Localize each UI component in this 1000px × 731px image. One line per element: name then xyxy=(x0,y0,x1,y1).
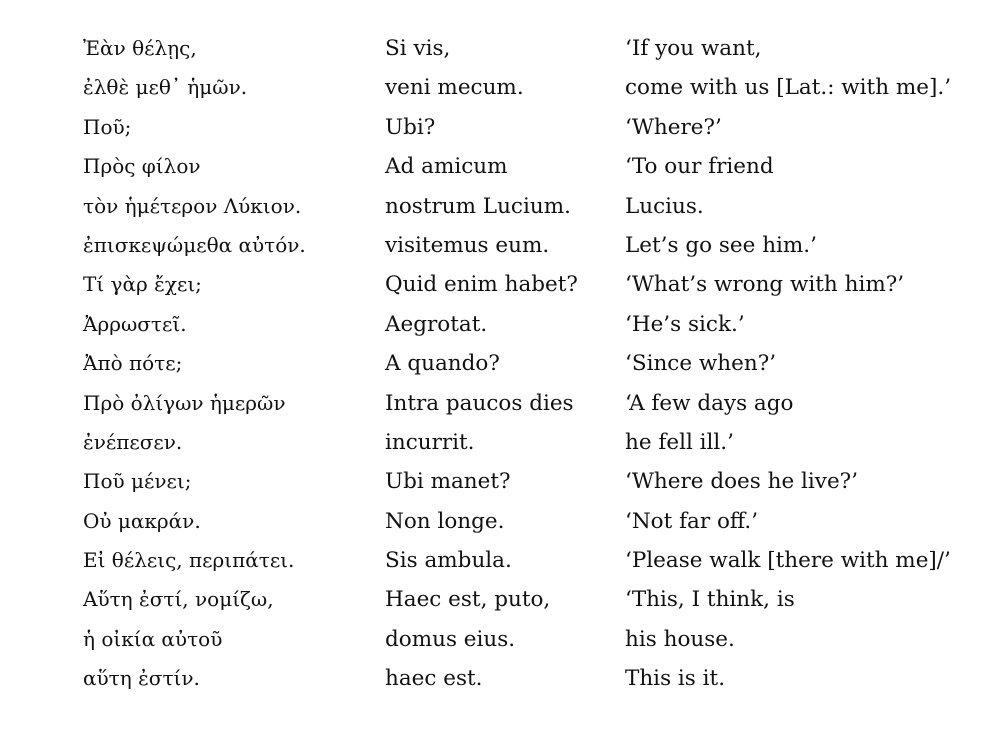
greek-line: Αὕτη ἐστί, νομίζω, xyxy=(83,587,274,612)
greek-line: αὕτη ἐστίν. xyxy=(83,666,200,691)
english-line: Let’s go see him.’ xyxy=(625,232,817,258)
latin-line: Aegrotat. xyxy=(385,311,488,337)
greek-line: Πρὸς φίλον xyxy=(83,154,201,179)
latin-line: incurrit. xyxy=(385,429,475,455)
greek-line: Ἐὰν θέλῃς, xyxy=(83,36,197,60)
greek-line: Ποῦ μένει; xyxy=(83,469,192,494)
english-line: ‘What’s wrong with him?’ xyxy=(625,272,905,298)
english-line: ‘Where?’ xyxy=(625,114,722,140)
english-line: ‘Please walk [there with me]/’ xyxy=(625,548,951,574)
greek-line: Τί γὰρ ἔχει; xyxy=(83,272,202,297)
english-line: ‘A few days ago xyxy=(625,390,794,416)
english-line: ‘If you want, xyxy=(625,36,762,61)
english-line: come with us [Lat.: with me].’ xyxy=(625,75,952,101)
greek-line: Εἰ θέλεις, περιπάτει. xyxy=(83,548,295,573)
english-line: ‘This, I think, is xyxy=(625,587,795,613)
latin-line: Ad amicum xyxy=(385,154,508,180)
latin-line: Ubi manet? xyxy=(385,469,511,495)
latin-line: Si vis, xyxy=(385,36,451,61)
latin-line: haec est. xyxy=(385,666,483,692)
greek-line: ἐπισκεψώμεθα αὐτόν. xyxy=(83,232,306,257)
greek-line: Ἀρρωστεῖ. xyxy=(83,311,187,336)
english-line: his house. xyxy=(625,626,735,652)
latin-line: nostrum Lucium. xyxy=(385,193,571,219)
english-column xyxy=(625,29,995,699)
latin-column xyxy=(385,29,615,699)
english-line: This is it. xyxy=(625,666,726,692)
latin-line: Haec est, puto, xyxy=(385,587,551,613)
english-line: ‘Where does he live?’ xyxy=(625,469,859,495)
latin-line: visitemus eum. xyxy=(385,232,550,258)
greek-line: Ποῦ; xyxy=(83,114,132,139)
latin-line: Sis ambula. xyxy=(385,548,512,574)
latin-line: domus eius. xyxy=(385,626,516,652)
english-line: ‘Since when?’ xyxy=(625,351,777,377)
greek-line: τὸν ἡμέτερον Λύκιον. xyxy=(83,193,302,218)
latin-line: A quando? xyxy=(385,351,500,377)
latin-line: Quid enim habet? xyxy=(385,272,578,298)
latin-line: veni mecum. xyxy=(385,75,524,101)
latin-line: Intra paucos dies xyxy=(385,390,574,416)
english-line: Lucius. xyxy=(625,193,704,219)
greek-line: Πρὸ ὀλίγων ἡμερῶν xyxy=(83,390,286,415)
greek-column xyxy=(83,29,373,699)
english-line: he fell ill.’ xyxy=(625,429,734,455)
greek-line: ἐλθὲ μεθ᾽ ἡμῶν. xyxy=(83,75,248,100)
english-line: ‘Not far off.’ xyxy=(625,508,759,534)
latin-line: Non longe. xyxy=(385,508,505,534)
greek-line: ἐνέπεσεν. xyxy=(83,429,183,454)
greek-line: Οὐ μακράν. xyxy=(83,508,201,533)
english-line: ‘To our friend xyxy=(625,154,774,180)
greek-line: Ἀπὸ πότε; xyxy=(83,351,183,376)
greek-line: ἡ οἰκία αὐτοῦ xyxy=(83,626,223,651)
latin-line: Ubi? xyxy=(385,114,436,140)
english-line: ‘He’s sick.’ xyxy=(625,311,745,337)
